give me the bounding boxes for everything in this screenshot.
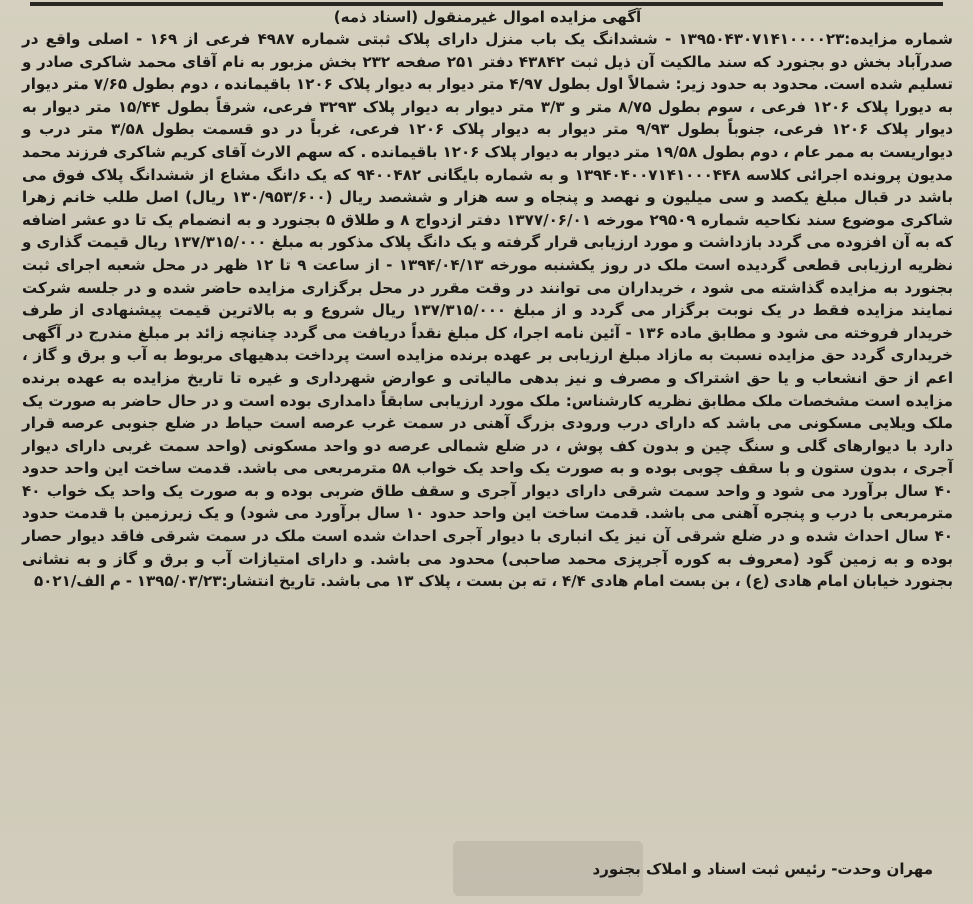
auction-notice — [22, 6, 953, 593]
notice-body: شماره مزایده:۱۳۹۵۰۴۳۰۷۱۴۱۰۰۰۰۲۳ - ششدانگ یک باب منزل دارای پلاک ثبتی شماره ۴۹۸۷ فرعی از ۱۶۹ - اصلی واقع در صدرآباد بخش دو بجنورد که سند مالکیت آن ذیل ثبت ۴۳۸۴۲ دفتر ۲۵۱ صفحه ۲۳۲ بخش مزبور به نام آقای محمد شاکری صادر و تسلیم شده است. محدود به حدود زیر: شمالاً اول بطول ۴/۹۷ متر دیوار به دیوار پلاک ۱۲۰۶ باقیمانده ، دوم بطول ۷/۶۵ متر دیوار به دیورا پلاک ۱۲۰۶ فرعی ، سوم بطول ۸/۷۵ متر و ۳/۳ متر دیوار به دیوار پلاک ۳۲۹۳ فرعی، شرقاً بطول ۱۵/۴۴ متر دیوار به دیوار پلاک ۱۲۰۶ فرعی، جنوباً بطول ۹/۹۳ متر دیوار به دیوار پلاک ۱۲۰۶ فرعی، غرباً در دو قسمت بطول ۳/۵۸ متر درب و دیواریست به ممر عام ، دوم بطول ۱۹/۵۸ متر دیوار به دیوار پلاک ۱۲۰۶ باقیمانده . که سهم الارث آقای کریم شاکری فرزند محمد مدیون پرونده اجرائی کلاسه ۱۳۹۴۰۴۰۰۷۱۴۱۰۰۰۴۴۸ و به شماره بایگانی ۹۴۰۰۴۸۲ که یک دانگ مشاع از ششدانگ پلاک فوق می باشد در قبال مبلغ یکصد و سی میلیون و نهصد و پنجاه و سه هزار و ششصد ریال (۱۳۰/۹۵۳/۶۰۰ ریال) اصل طلب خانم زهرا شاکری موضوع سند نکاحیه شماره ۲۹۵۰۹ مورخه ۱۳۷۷/۰۶/۰۱ دفتر ازدواج ۸ و طلاق ۵ بجنورد و به انضمام یک تا دو عشر اضافه که به آن افزوده می گردد بازداشت و مورد ارزیابی قرار گرفته و یک دانگ پلاک مذکور به مبلغ ۱۳۷/۳۱۵/۰۰۰ ریال قیمت گذاری و نظریه ارزیابی قطعی گردیده است ملک در روز یکشنبه مورخه ۱۳۹۴/۰۴/۱۳ - از ساعت ۹ تا ۱۲ ظهر در محل شعبه اجرای ثبت بجنورد به مزایده گذاشته می شود ، خریداران می توانند در وقت مقرر در محل برگزاری مزایده حاضر شده و در جلسه شرکت نمایند مزایده فقط در یک نوبت برگزار می گردد و از مبلغ ۱۳۷/۳۱۵/۰۰۰ ریال شروع و به بالاترین قیمت پیشنهادی از طرف خریدار فروخته می شود و مطابق ماده ۱۳۶ - آئین نامه اجرا، کل مبلغ نقداً دریافت می گردد چنانچه زائد بر مبلغ مندرج در آگهی خریداری گردد حق مزایده نسبت به مازاد مبلغ ارزیابی بر عهده برنده مزایده است پرداخت بدهیهای مربوط به آب و برق و گاز ، اعم از حق انشعاب و یا حق اشتراک و مصرف و نیز بدهی مالیاتی و عوارض شهرداری و غیره تا تاریخ مزایده به عهده برنده مزایده است مشخصات ملک مطابق نظریه کارشناس: ملک مورد ارزیابی سابقاً دامداری بوده است و در حال حاضر به صورت یک ملک ویلایی مسکونی می باشد که دارای درب ورودی بزرگ آهنی در سمت غرب عرصه است حیاط در ضلع جنوبی عرصه قرار دارد با دیوارهای گلی و سنگ چین و بدون کف پوش ، در ضلع شمالی عرصه دو واحد مسکونی (واحد سمت غربی دارای دیوار آجری ، بدون ستون و با سقف چوبی بوده و به صورت یک واحد یک خواب ۵۸ مترمربعی می باشد. قدمت ساخت این واحد حدود ۴۰ سال برآورد می شود و واحد سمت شرقی دارای دیوار آجری و سقف طاق ضربی بوده و به صورت یک واحد یک خواب ۴۰ مترمربعی با درب و پنجره آهنی می باشد. قدمت ساخت این واحد حدود ۱۰ سال برآورد می شود) و یک زیرزمین با قدمت حدود ۴۰ سال احداث شده و در ضلع شرقی آن نیز یک انباری با دیوار آجری احداث شده است ملک در سمت شرقی فاقد دیوار حصار بوده و به زمین گود (معروف به کوره آجرپزی محمد صاحبی) محدود می باشد. و دارای امتیازات آب و برق و گاز و به نشانی بجنورد خیابان امام هادی (ع) ، بن بست امام هادی ۴/۴ ، ته بن بست ، پلاک ۱۳ می باشد. تاریخ انتشار:۱۳۹۵/۰۳/۲۳ - م الف/۵۰۲۱ — [22, 30, 954, 591]
notice-heading: آگهی مزایده اموال غیرمنقول (اسناد ذمه) — [333, 8, 642, 26]
notice-signature: مهران وحدت- رئیس ثبت اسناد و املاک بجنورد — [592, 860, 933, 878]
